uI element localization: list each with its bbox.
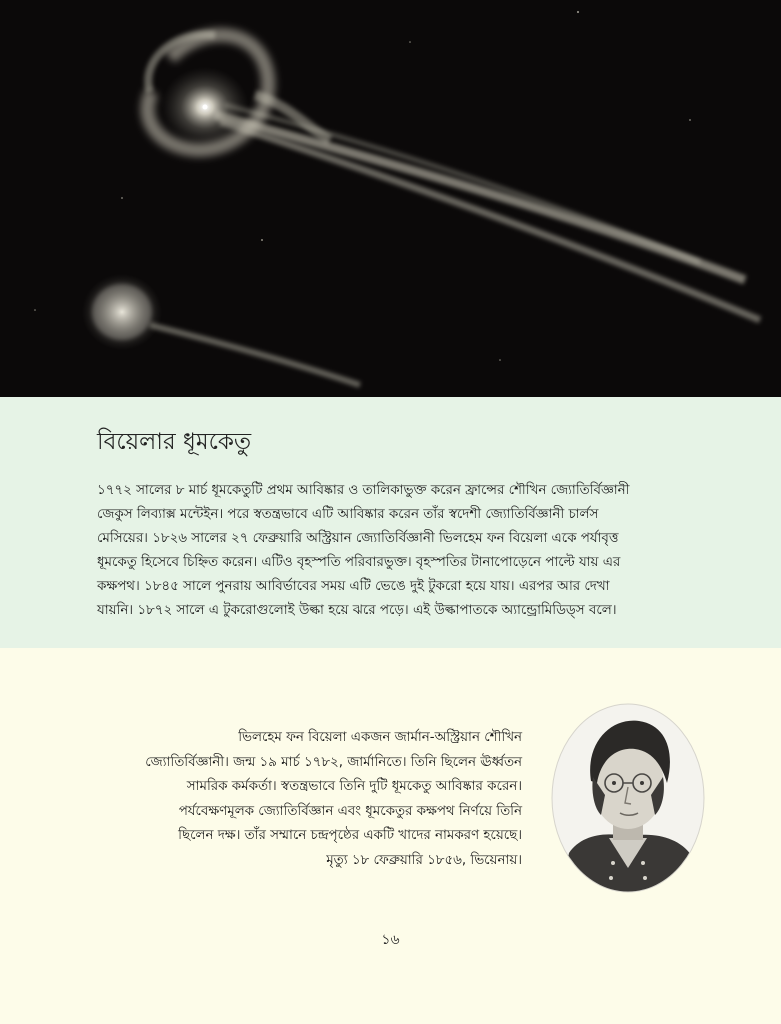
biography-line: পর্যবেক্ষণমূলক জ্যোতির্বিজ্ঞান এবং ধূমকেতুর কক্ষপথ নির্ণয়ে তিনি bbox=[178, 803, 522, 819]
article-line: ১৭৭২ সালের ৮ মার্চ ধূমকেতুটি প্রথম আবিষ্কার ও তালিকাভুক্ত করেন ফ্রান্সের শৌখিন জ্যোতির্বিজ্ঞানী bbox=[97, 483, 630, 498]
biography-line: জ্যোতির্বিজ্ঞানী। জন্ম ১৯ মার্চ ১৭৮২, জার্মানিতে। তিনি ছিলেন ঊর্ধ্বতন bbox=[145, 754, 522, 770]
portrait-icon bbox=[551, 703, 705, 893]
article-line: যায়নি। ১৮৭২ সালে এ টুকরোগুলোই উল্কা হয়ে ঝরে পড়ে। এই উল্কাপাতকে অ্যান্ড্রোমিডিড্স বলে। bbox=[97, 603, 617, 618]
article-line: মেসিয়ের। ১৮২৬ সালের ২৭ ফেব্রুয়ারি অস্ট্রিয়ান জ্যোতির্বিজ্ঞানী ভিলহেম ফন বিয়েলা একে পর্যাবৃত্ত bbox=[97, 531, 619, 546]
comet-illustration bbox=[0, 0, 781, 397]
portrait-image bbox=[551, 703, 705, 893]
biography-text bbox=[92, 726, 522, 874]
article-section bbox=[0, 397, 781, 648]
article-body bbox=[97, 479, 697, 623]
biography-line: মৃত্যু ১৮ ফেব্রুয়ারি ১৮৫৬, ভিয়েনায়। bbox=[326, 852, 522, 868]
article-line: কক্ষপথ। ১৮৪৫ সালে পুনরায় আবির্ভাবের সময় এটি ভেঙে দুই টুকরো হয়ে যায়। এরপর আর দেখা bbox=[97, 579, 610, 594]
article-line: জেকুস লিব্যাক্স মন্টেইন। পরে স্বতন্ত্রভাবে এটি আবিষ্কার করেন তাঁর স্বদেশী জ্যোতির্বিজ্ঞানী চার্লস bbox=[97, 507, 599, 522]
page-number: ১৬ bbox=[381, 932, 400, 948]
biography-line: ভিলহেম ফন বিয়েলা একজন জার্মান-অস্ট্রিয়ান শৌখিন bbox=[238, 730, 522, 745]
biography-line: সামরিক কর্মকর্তা। স্বতন্ত্রভাবে তিনি দুটি ধূমকেতু আবিষ্কার করেন। bbox=[186, 779, 522, 795]
biography-section bbox=[0, 648, 781, 1024]
article-line: ধূমকেতু হিসেবে চিহ্নিত করেন। এটিও বৃহস্পতি পরিবারভুক্ত। বৃহস্পতির টানাপোড়েনে পাল্টে যায় এর bbox=[97, 555, 621, 570]
biography-line: ছিলেন দক্ষ। তাঁর সম্মানে চন্দ্রপৃষ্ঠের একটি খাদের নামকরণ হয়েছে। bbox=[178, 828, 522, 844]
lower-comet bbox=[82, 274, 360, 385]
article-title: বিয়েলার ধূমকেতু bbox=[97, 429, 252, 455]
comet-illustration-svg bbox=[0, 0, 781, 397]
upper-comet bbox=[148, 34, 760, 320]
